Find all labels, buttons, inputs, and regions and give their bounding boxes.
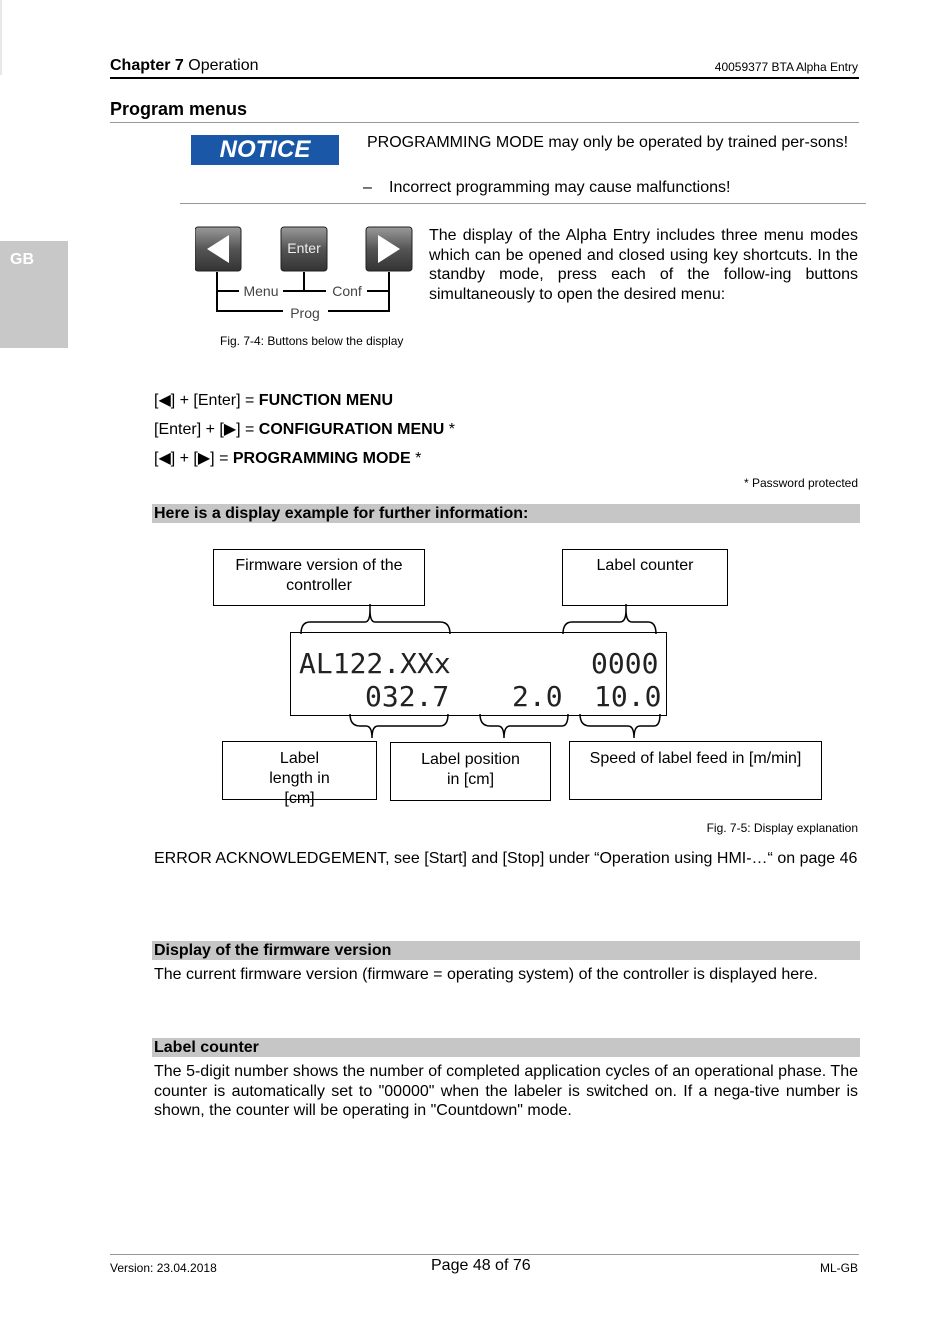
combo-result: PROGRAMMING MODE: [232, 450, 411, 467]
document-reference: 40059377 BTA Alpha Entry: [714, 60, 858, 74]
notice-text: PROGRAMMING MODE may only be operated by trained per-sons!: [367, 134, 849, 151]
enter-button: [281, 227, 327, 271]
notice-list-item: [363, 178, 730, 198]
counter-paragraph: The 5-digit number shows the number of completed application cycles of an operational phase. The counter is automatically set to "00000" when the labeler is switched on. If a nega-tive number is shown, the counter will be operating in "Countdown" mode.: [154, 1063, 858, 1119]
chapter-label: Chapter 7: [110, 57, 184, 74]
page-number: Page 48 of 76: [431, 1257, 531, 1274]
combo-result: FUNCTION MENU: [258, 392, 394, 409]
firmware-paragraph: The current firmware version (firmware = operating system) of the controller is displayed here.: [154, 966, 818, 983]
intro-paragraph: The display of the Alpha Entry includes three menu modes which can be opened and closed using key shortcuts. In the standby mode, press each of the follow-ing buttons simultaneously to open the desired menu:: [429, 227, 858, 303]
combo-keys: [◀] + [▶] =: [154, 450, 233, 467]
counter-callout: Label counter: [562, 549, 728, 606]
figure-caption-display: Fig. 7-5: Display explanation: [706, 821, 858, 835]
combo-suffix: *: [410, 450, 422, 467]
language-tab: [0, 241, 68, 348]
combo-keys: [◀] + [Enter] =: [154, 392, 259, 409]
notice-item-text: Incorrect programming may cause malfunctions!: [389, 179, 731, 196]
display-example-heading: [152, 504, 860, 523]
footer-version: Version: 23.04.2018: [110, 1261, 217, 1275]
left-arrow-button: [195, 227, 241, 271]
section-rule: [110, 122, 859, 123]
footer-rule: [110, 1254, 859, 1255]
figure-caption-buttons: Fig. 7-4: Buttons below the display: [220, 334, 404, 348]
combo-result: CONFIGURATION MENU: [258, 421, 445, 438]
firmware-heading: [152, 941, 860, 960]
password-note: * Password protected: [743, 476, 858, 490]
combo-function-menu: [154, 390, 393, 410]
display-example-heading-text: Here is a display example for further information:: [154, 505, 529, 522]
lcd-display: [290, 632, 667, 716]
error-ack-paragraph: ERROR ACKNOWLEDGEMENT, see [Start] and [Stop] under “Operation using HMI-…“ on page 46: [154, 850, 858, 867]
prog-label: Prog: [290, 305, 320, 321]
notice-rule: [180, 203, 866, 204]
enter-button-label: Enter: [287, 240, 321, 256]
combo-programming-mode: [154, 448, 421, 468]
combo-configuration-menu: [154, 419, 455, 439]
page-edge: [0, 0, 2, 75]
section-title: Program menus: [110, 99, 248, 119]
lcd-label-length: 032.7: [365, 680, 450, 713]
combo-keys: [Enter] + [▶] =: [154, 421, 259, 438]
chapter-heading: [110, 57, 259, 75]
lcd-firmware-version: AL122.XXx: [299, 647, 451, 680]
combo-suffix: *: [444, 421, 455, 438]
buttons-figure: [195, 225, 415, 325]
conf-label: Conf: [332, 283, 362, 299]
footer-code: ML-GB: [819, 1261, 858, 1275]
length-callout: Label length in [cm]: [222, 741, 377, 800]
notice-badge: NOTICE: [191, 135, 339, 165]
firmware-heading-text: Display of the firmware version: [154, 942, 392, 959]
speed-callout: Speed of label feed in [m/min]: [569, 741, 822, 800]
firmware-callout: Firmware version of the controller: [213, 549, 425, 606]
counter-heading-text: Label counter: [154, 1039, 259, 1056]
lcd-label-position: 2.0: [512, 680, 563, 713]
language-tab-label: GB: [10, 251, 34, 268]
chapter-title: Operation: [188, 57, 259, 74]
lcd-feed-speed: 10.0: [594, 680, 662, 713]
position-callout: Label position in [cm]: [390, 742, 551, 801]
lcd-label-counter: 0000: [591, 647, 659, 680]
list-dash: –: [363, 179, 372, 196]
header-rule: [110, 77, 859, 79]
right-arrow-button: [366, 227, 412, 271]
menu-label: Menu: [243, 283, 279, 299]
counter-heading: [152, 1038, 860, 1057]
